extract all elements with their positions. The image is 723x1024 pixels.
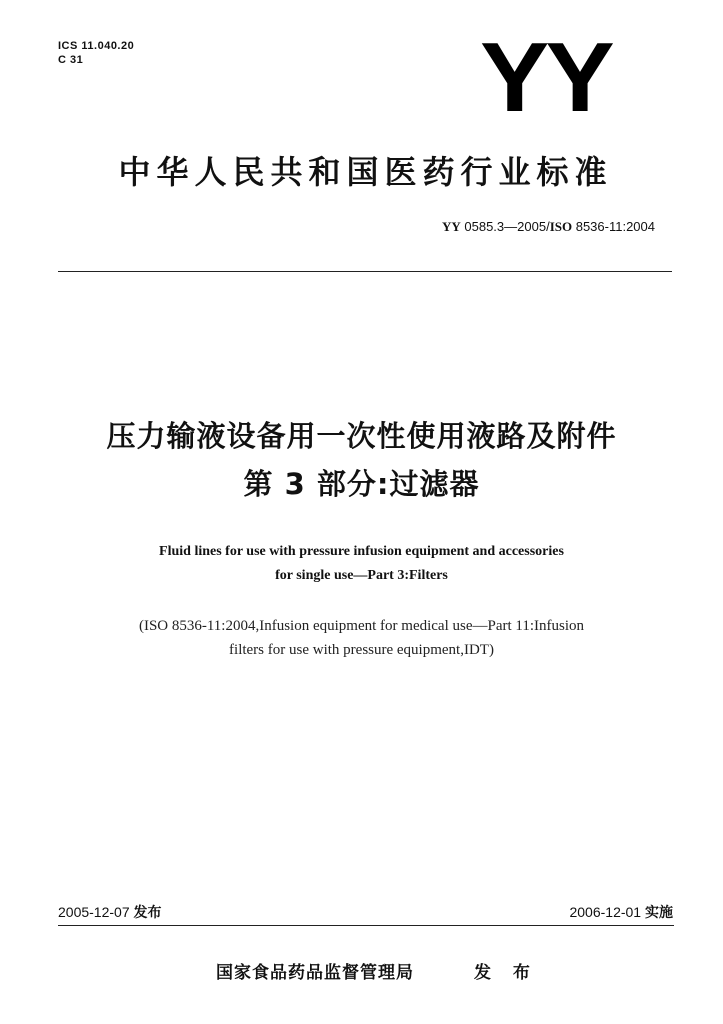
adoption-note-line-1: (ISO 8536-11:2004,Infusion equipment for medical use—Part 11:Infusion bbox=[138, 618, 585, 634]
effective-label: 实施 bbox=[645, 905, 673, 921]
chinese-title-line-1: 压力输液设备用一次性使用液路及附件 bbox=[106, 419, 617, 453]
standard-number-prefix: YY bbox=[441, 219, 461, 234]
header-divider bbox=[58, 271, 672, 272]
english-title-line-2: for single use—Part 3:Filters bbox=[275, 568, 448, 583]
issued-date-value: 2005-12-07 bbox=[58, 904, 130, 920]
issued-label: 发布 bbox=[133, 905, 162, 921]
adoption-note-line-2: filters for use with pressure equipment,IDT) bbox=[229, 642, 494, 658]
issued-date bbox=[58, 903, 162, 922]
english-title-line-1: Fluid lines for use with pressure infusion equipment and accessories bbox=[159, 544, 564, 559]
iso-prefix: ISO bbox=[549, 219, 573, 234]
issuing-authority: 国家食品药品监督管理局 bbox=[216, 963, 414, 983]
iso-number: 8536-11:2004 bbox=[575, 219, 655, 234]
standard-number bbox=[442, 219, 655, 235]
effective-date-value: 2006-12-01 bbox=[569, 904, 642, 920]
ccs-code: C 31 bbox=[58, 54, 84, 66]
effective-date bbox=[569, 903, 673, 922]
standard-category-title: 中华人民共和国医药行业标准 bbox=[118, 153, 613, 191]
footer-divider bbox=[58, 925, 674, 926]
yy-logo: YY bbox=[480, 22, 611, 133]
chinese-title-line-2: 第 3 部分:过滤器 bbox=[243, 467, 480, 501]
ics-code: ICS 11.040.20 bbox=[58, 40, 135, 52]
publish-label: 发 布 bbox=[474, 963, 538, 983]
standard-number-value: 0585.3—2005/ bbox=[464, 219, 550, 234]
